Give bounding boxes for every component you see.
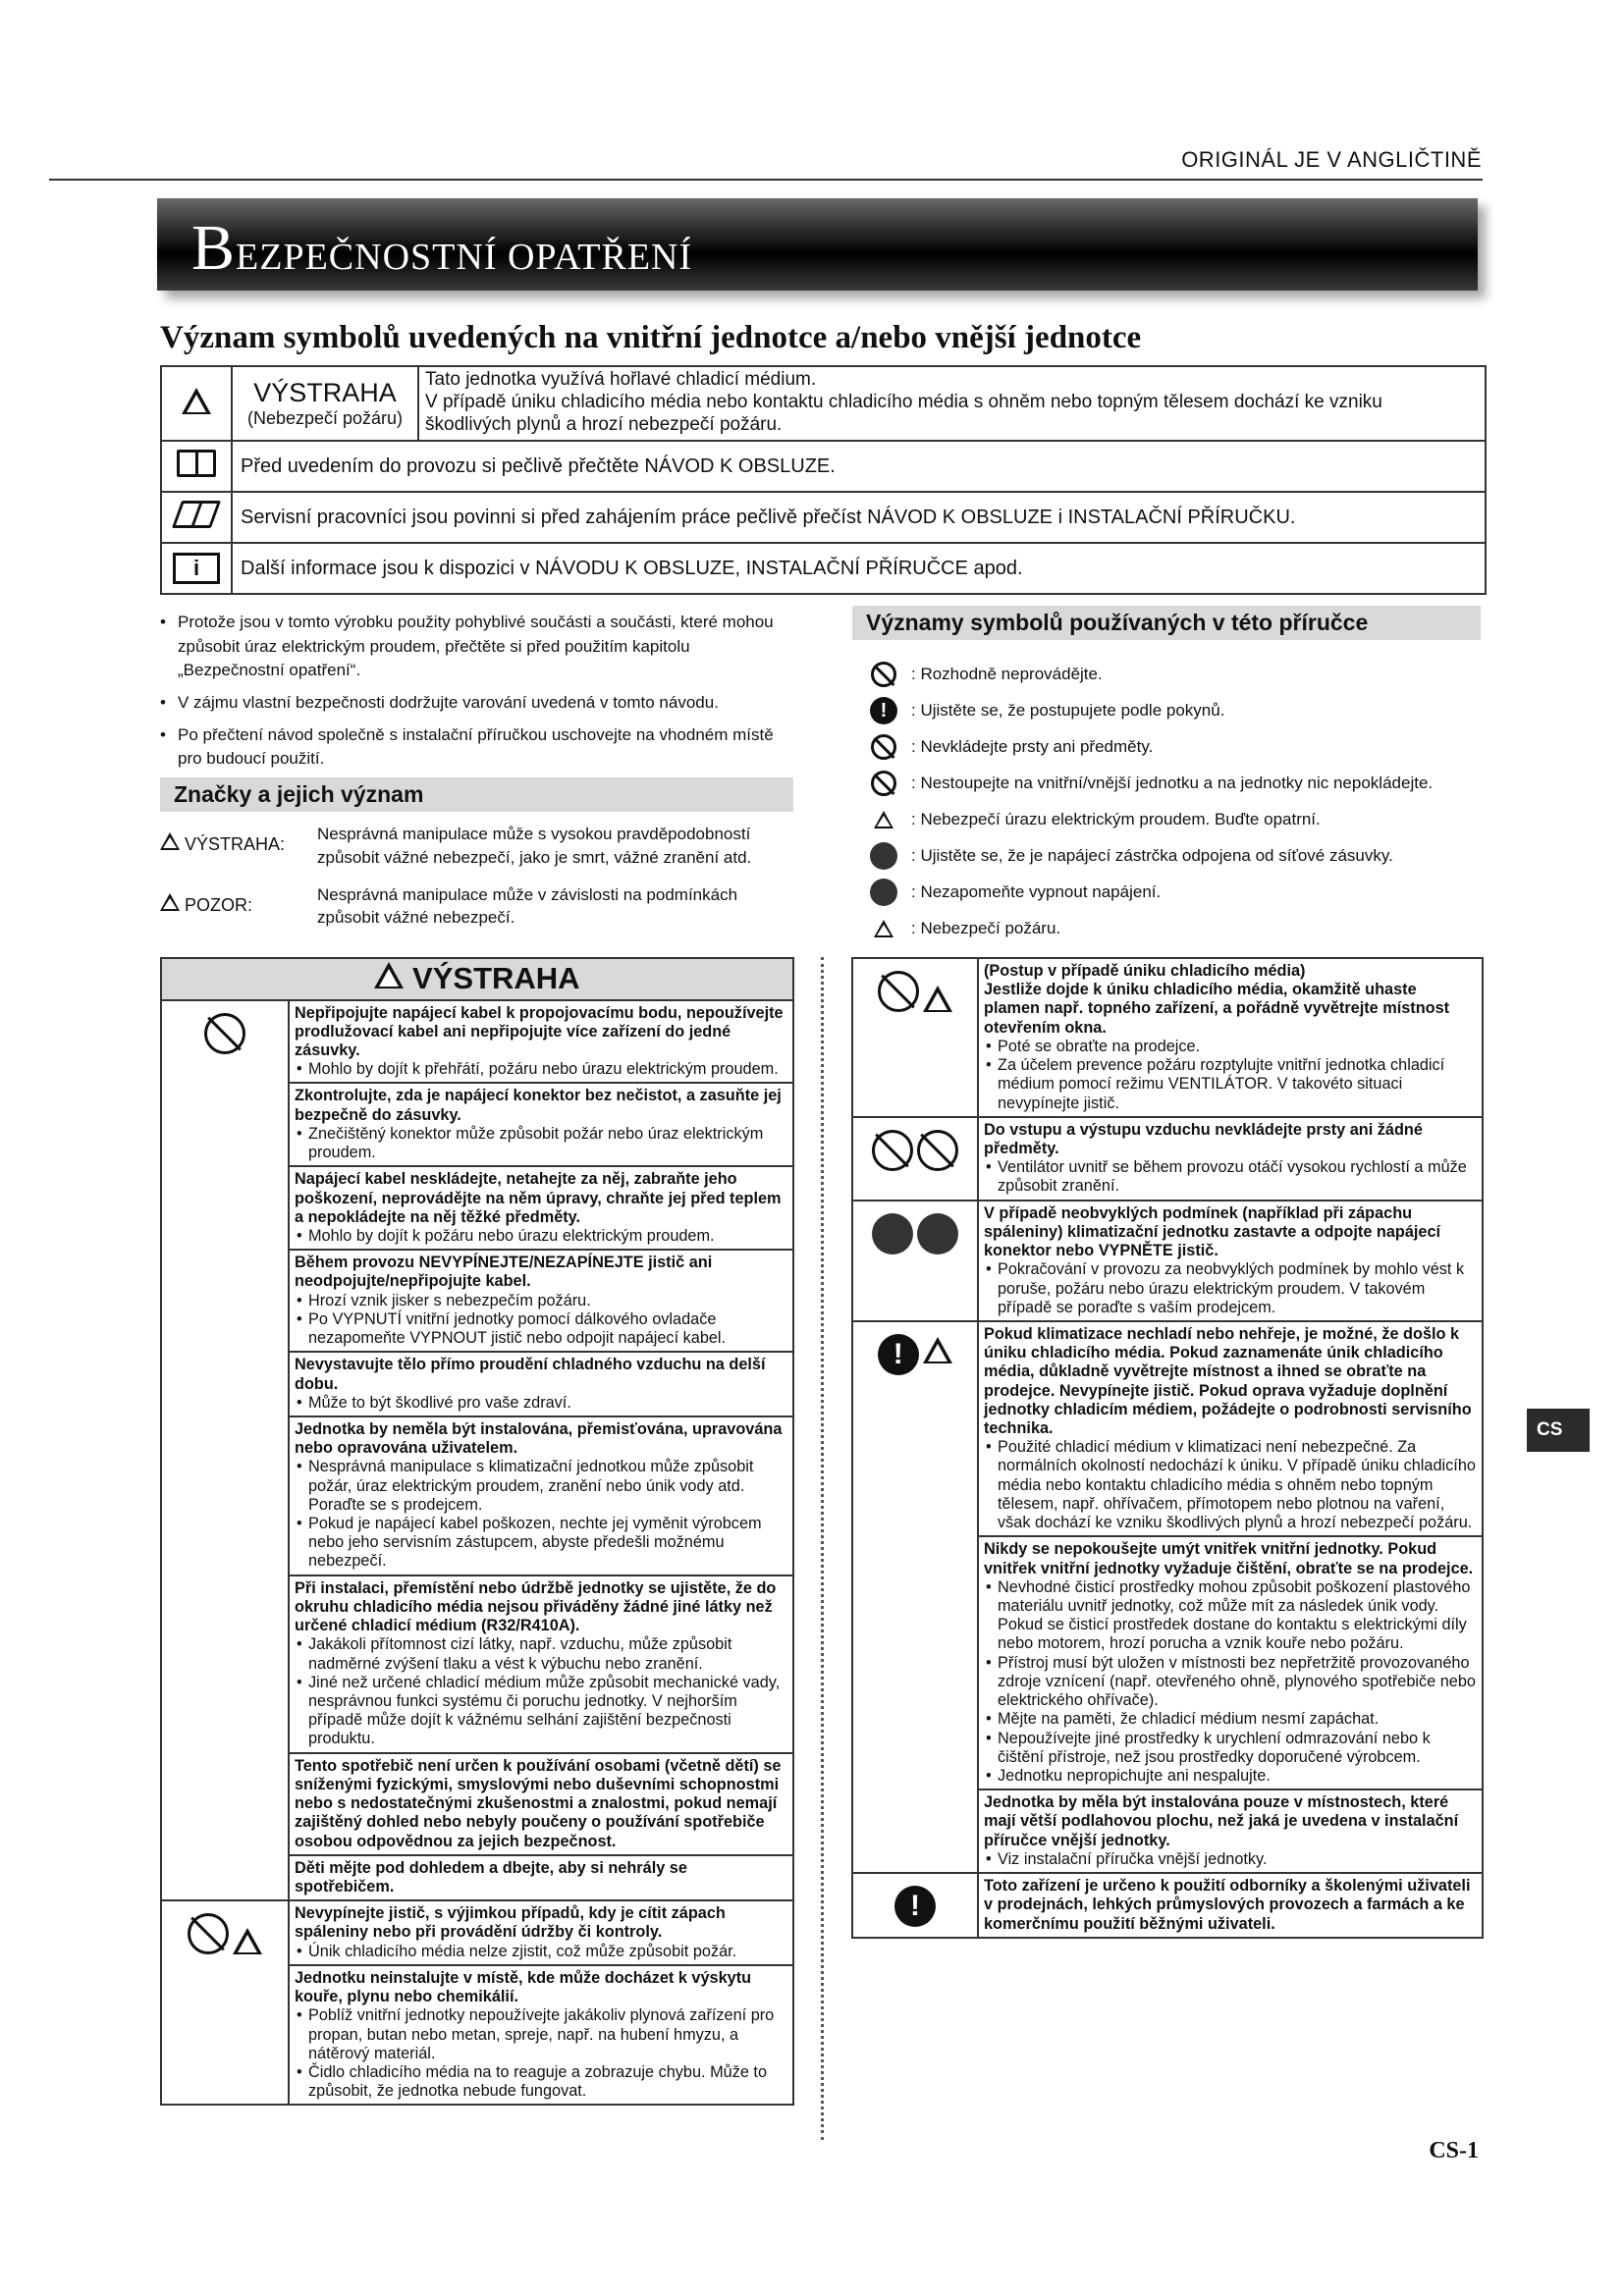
warning-bullet: • Jakákoli přítomnost cizí látky, např. vzduchu, může způsobit nadměrné zvýšení tlaku a vést k výbuchu nebo zranění.: [295, 1635, 787, 1673]
warning-statement: Zkontrolujte, zda je napájecí konektor bez nečistot, a zasuňte jej bezpečně do zásuvky.: [295, 1087, 782, 1124]
warning-group-1: [289, 1000, 793, 1901]
warning-bullet: • Pokud je napájecí kabel poškozen, nechte jej vyměnit výrobcem nebo jeho servisním zástupcem, abyste předešli možnému nebezpečí.: [295, 1515, 787, 1572]
intro-bullet: • Protože jsou v tomto výrobku použity pohyblivé součásti a součásti, které mohou způsobit úraz elektrickým proudem, přečtěte si před použitím kapitolu „Bezpečnostní opatření“.: [160, 611, 798, 683]
warning-label: VÝSTRAHA: [253, 378, 397, 408]
title-initial: B: [191, 212, 237, 284]
prohibition-fire-cell: [852, 958, 978, 1117]
right-block-leak: [978, 958, 1483, 1117]
prohibition-icon: [871, 662, 896, 687]
symbol-meaning-row: : Nezapomeňte vypnout napájení.: [864, 874, 1492, 910]
warning-statement: Děti mějte pod dohledem a dbejte, aby si nehrály se spotřebičem.: [295, 1858, 687, 1896]
warning-line: Tato jednotka využívá hořlavé chladicí médium.: [425, 369, 817, 390]
warning-bullet: • Znečištěný konektor může způsobit požár nebo úraz elektrickým proudem.: [295, 1125, 787, 1162]
right-block-professional: [978, 1873, 1483, 1938]
warning-block: [290, 1901, 792, 1966]
warning-statement: Jestliže dojde k úniku chladicího média, okamžitě uhaste plamen např. topného zařízení, a pořádně vyvětrejte místnost otevřením okna.: [984, 981, 1450, 1037]
warning-bullet: • Poblíž vnitřní jednotky nepoužívejte jakákoliv plynová zařízení pro propan, butan nebo metan, spreje, např. na hubení hmyzu, a nátěrový materiál.: [295, 2006, 787, 2063]
warning-block: [979, 1537, 1482, 1790]
symbol-meaning-row: : Nebezpečí požáru.: [864, 910, 1492, 946]
warning-block: [290, 1353, 792, 1417]
prohibition-icon: [204, 1013, 245, 1054]
warning-statement: Jednotka by měla být instalována pouze v místnostech, které mají větší podlahovou plochu, než jaká je uvedena v instalační příručce vnější jednotky.: [984, 1793, 1459, 1849]
warning-bullet: • Může to být škodlivé pro vaše zdraví.: [295, 1394, 787, 1413]
warning-block: [979, 1874, 1482, 1937]
symbols-heading: Význam symbolů uvedených na vnitřní jednotce a/nebo vnější jednotce: [160, 320, 1142, 355]
warning-bullet: • Za účelem prevence požáru rozptylujte vnitřní jednotka chladicí médium pomocí režimu VENTILÁTOR. V takovéto situaci nevypínejte jistič.: [984, 1056, 1477, 1113]
warning-statement: Napájecí kabel neskládejte, netahejte za něj, zabraňte jeho poškození, neprovádějte na něm úpravy, chraňte jej před teplem a nepokládejte na něj těžké předměty.: [295, 1170, 782, 1226]
manual-cell: [161, 441, 232, 492]
mandatory-fire-cell: [852, 1321, 978, 1873]
marks-list: [160, 823, 798, 943]
warning-group-2: [289, 1900, 793, 2105]
intro-bullet: • Po přečtení návod společně s instalační příručkou uschovejte na vhodném místě pro budoucí použití.: [160, 723, 798, 772]
warning-bullet: • Mohlo by dojít k požáru nebo úrazu elektrickým proudem.: [295, 1227, 787, 1246]
warning-bullet: • Poté se obraťte na prodejce.: [984, 1038, 1477, 1056]
mandatory-icon: !: [870, 697, 897, 724]
mandatory-icon: !: [894, 1886, 936, 1927]
warning-bullet: • Jiné než určené chladicí médium může způsobit mechanické vady, nesprávnou funkci systému či poruchu jednotky. V nejhorším případě může dojít k vážnému selhání zajištění bezpečnosti produktu.: [295, 1674, 787, 1749]
symbol-meaning-row: : Rozhodně neprovádějte.: [864, 656, 1492, 692]
info-cell: [161, 543, 232, 594]
warning-icon: [374, 962, 404, 988]
warning-table-right: [851, 957, 1484, 1939]
symbols-table: [160, 365, 1487, 595]
symbol-meaning-row: : Ujistěte se, že je napájecí zástrčka odpojena od síťové zásuvky.: [864, 837, 1492, 874]
warning-bullet: • Nevhodné čisticí prostředky mohou způsobit poškození plastového materiálu uvnitř jednotky, což může mít za následek únik vody. Pokud se čisticí prostředek dostane do kontaktu s elektrickými díly nebo motorem, hrozí porucha a vznik kouře nebo požáru.: [984, 1578, 1477, 1654]
warning-block: [290, 1576, 792, 1754]
prohibition-icon: [878, 971, 919, 1012]
warning-bullet: • Mohlo by dojít k přehřátí, požáru nebo úrazu elektrickým proudem.: [295, 1060, 787, 1079]
warning-statement: V případě neobvyklých podmínek (například při zápachu spáleniny) klimatizační jednotku zastavte a odpojte napájecí konektor nebo VYPNĚTE jistič.: [984, 1203, 1441, 1260]
warning-bullet: • Po VYPNUTÍ vnitřní jednotky pomocí dálkového ovladače nezapomeňte VYPNOUT jistič nebo odpojit napájecí kabel.: [295, 1310, 787, 1348]
warning-bullet: • Čidlo chladicího média na to reaguje a zobrazuje chybu. Může to způsobit, že jednotka nebude fungovat.: [295, 2063, 787, 2101]
warning-statement: Nevystavujte tělo přímo proudění chladného vzduchu na delší dobu.: [295, 1356, 766, 1393]
electric-shock-icon: [874, 811, 893, 828]
warning-bullet: • Pokračování v provozu za neobvyklých podmínek by mohlo vést k poruše, požáru nebo úrazu elektrickým proudem. V takovém případě se poraďte s vaším prodejcem.: [984, 1260, 1477, 1317]
right-block-cooling: [978, 1321, 1483, 1873]
manual-book-icon: [177, 450, 216, 477]
warning-line: škodlivých plynů a hrozí nebezpečí požáru.: [425, 413, 783, 435]
warning-bullet: • Ventilátor uvnitř se během provozu otáčí vysokou rychlostí a může způsobit zranění.: [984, 1158, 1477, 1196]
symbol-meanings-list: [864, 656, 1492, 946]
prohibition-fire-cell: [161, 1900, 289, 2105]
warning-block: [979, 959, 1482, 1116]
warning-statement: Nikdy se nepokoušejte umýt vnitřek vnitřní jednotky. Pokud vnitřek vnitřní jednotky vyžaduje čištění, obraťte se na prodejce.: [984, 1540, 1474, 1577]
fire-warning-cell: [161, 366, 232, 441]
service-manual-icon: [172, 501, 221, 528]
fire-hazard-icon: [233, 1928, 262, 1954]
unplug-cell: [852, 1201, 978, 1321]
intro-bullet: • V zájmu vlastní bezpečnosti dodržujte varování uvedená v tomto návodu.: [160, 691, 798, 716]
power-off-icon: [917, 1213, 958, 1255]
warning-statement: Tento spotřebič není určen k používání osobami (včetně dětí) se sníženými fyzickými, smyslovými nebo duševními schopnostmi nebo s nedostatečnými zkušenostmi a znalostmi, pokud nemají zajištěný dohled nebo nebyly poučeny o používání spotřebiče osobou odpovědnou za jejich bezpečnost.: [295, 1756, 782, 1850]
intro-bullets: [160, 611, 798, 779]
warning-text: [419, 367, 1388, 440]
right-block-abnormal: [978, 1201, 1483, 1321]
symbol-meaning-row: ! : Ujistěte se, že postupujete podle pokynů.: [864, 692, 1492, 728]
language-tab: CS: [1527, 1409, 1590, 1452]
unplug-icon: [870, 842, 897, 870]
warning-statement: (Postup v případě úniku chladicího média): [984, 962, 1306, 980]
warning-bullet: • Hrozí vznik jisker s nebezpečím požáru.: [295, 1292, 787, 1310]
no-fingers-icon: [917, 1130, 958, 1171]
fire-warning-icon: [182, 388, 211, 414]
prohibition-icon: [188, 1913, 229, 1954]
symbol-meaning-row: : Nevkládejte prsty ani předměty.: [864, 728, 1492, 765]
unplug-icon: [872, 1213, 913, 1255]
warning-block: [290, 1966, 792, 2105]
power-off-icon: [870, 879, 897, 906]
marks-heading: Značky a jejich význam: [160, 777, 793, 812]
mark-text: Nesprávná manipulace může s vysokou pravděpodobností způsobit vážné nebezpečí, jako je smrt, vážné zranění atd.: [317, 825, 752, 867]
caution-icon: [160, 893, 180, 911]
warning-table-left: [160, 957, 794, 2106]
warning-bullet: • Viz instalační příručka vnější jednotky.: [984, 1850, 1477, 1869]
warning-block: [979, 1118, 1482, 1200]
warning-bullet: • Použité chladicí médium v klimatizaci není nebezpečné. Za normálních okolností nedochází k úniku. V případě úniku chladicího média nebo kontaktu chladicího média s ohněm nebo topným tělesem, např. ohřívačem, přímotopem nebo plotnou na vaření, však dochází ke vzniku škodlivých plynů a hrozí nebezpečí požáru.: [984, 1438, 1477, 1532]
symbol-row-text: Před uvedením do provozu si pečlivě přečtěte NÁVOD K OBSLUZE.: [232, 441, 1486, 492]
warning-icon: [160, 832, 180, 850]
page-number: CS-1: [1429, 2138, 1479, 2163]
prohibition-cell: [161, 1000, 289, 1901]
mark-label-caution: POZOR:: [160, 883, 317, 931]
warning-statement: Během provozu NEVYPÍNEJTE/NEZAPÍNEJTE jistič ani neodpojujte/nepřipojujte kabel.: [295, 1254, 713, 1291]
mandatory-cell: [852, 1873, 978, 1938]
warning-statement: Toto zařízení je určeno k použití odborníky a školenými uživateli v prodejnách, lehkých průmyslových provozech a farmách a ke komerčnímu použití běžnými uživateli.: [984, 1877, 1471, 1933]
warning-statement: Do vstupu a výstupu vzduchu nevkládejte prsty ani žádné předměty.: [984, 1120, 1423, 1157]
warning-block: [290, 1167, 792, 1251]
warning-statement: Při instalaci, přemístění nebo údržbě jednotky se ujistěte, že do okruhu chladicího média nejsou přiváděny žádné jiné látky než určené chladicí médium (R32/R410A).: [295, 1578, 777, 1635]
page-title: [191, 211, 692, 286]
warning-label-box: [233, 367, 419, 440]
warning-bullet: • Jednotku nepropichujte ani nespalujte.: [984, 1767, 1477, 1786]
warning-statement: Jednotku neinstalujte v místě, kde může docházet k výskytu kouře, plynu nebo chemikálií.: [295, 1968, 752, 2006]
warning-bullet: • Mějte na paměti, že chladicí médium nesmí zapáchat.: [984, 1710, 1477, 1729]
symbol-meanings-heading: Významy symbolů používaných v této příručce: [852, 606, 1481, 640]
right-block-fingers: [978, 1117, 1483, 1201]
warning-bullet: • Nepoužívejte jiné prostředky k urychlení odmrazování nebo k čištění přístroje, než jsou prostředky doporučené výrobcem.: [984, 1730, 1477, 1767]
no-fingers-cell: [852, 1117, 978, 1201]
fire-hazard-icon: [923, 986, 952, 1012]
no-step-icon: [871, 771, 896, 796]
mandatory-icon: !: [878, 1334, 919, 1375]
service-manual-cell: [161, 492, 232, 543]
warning-block: [979, 1790, 1482, 1872]
title-rest: EZPEČNOSTNÍ OPATŘENÍ: [236, 237, 693, 278]
warning-block: [290, 1417, 792, 1576]
no-fingers-icon: [871, 734, 896, 760]
warning-block: [979, 1322, 1482, 1537]
warning-line: V případě úniku chladicího média nebo kontaktu chladicího média s ohněm nebo topným tělesem dochází ke vzniku: [425, 391, 1382, 412]
prohibition-icon: [872, 1130, 913, 1171]
mark-row: [160, 823, 798, 870]
header-rule: [49, 179, 1483, 181]
warning-statement: Nevypínejte jistič, s výjimkou případů, kdy je cítit zápach spáleniny nebo při provádění údržby či kontroly.: [295, 1904, 726, 1942]
original-language-note: ORIGINÁL JE V ANGLIČTINĚ: [1181, 147, 1482, 172]
symbol-row-text: Servisní pracovníci jsou povinni si před zahájením práce pečlivě přečíst NÁVOD K OBSLUZE i INSTALAČNÍ PŘÍRUČKU.: [232, 492, 1486, 543]
warning-statement: Pokud klimatizace nechladí nebo nehřeje, je možné, že došlo k úniku chladicího média. Pokud zaznamenáte únik chladicího média, důkladně vyvětrejte místnost a ihned se obraťte na prodejce. Nevypínejte jistič. Pokud oprava vyžaduje doplnění jednotky chladicím médiem, požádejte o podrobnosti servisního technika.: [984, 1324, 1472, 1438]
mark-label-warning: VÝSTRAHA:: [160, 823, 317, 870]
mark-row: [160, 883, 798, 931]
fire-hazard-icon: [923, 1337, 952, 1363]
warning-statement: Nepřipojujte napájecí kabel k propojovacímu bodu, nepoužívejte prodlužovací kabel ani nepřipojujte více zařízení do jedné zásuvky.: [295, 1003, 784, 1060]
fire-hazard-icon: [874, 920, 893, 937]
warning-bullet: • Přístroj musí být uložen v místnosti bez nepřetržitě provozovaného zdroje vznícení (např. otevřeného ohně, plynového spotřebiče nebo elektrického ohřívače).: [984, 1654, 1477, 1711]
warning-bullet: • Nesprávná manipulace s klimatizační jednotkou může způsobit požár, úraz elektrickým proudem, zranění nebo únik vody atd. Poraďte se s prodejcem.: [295, 1458, 787, 1515]
warning-block: [290, 1084, 792, 1167]
symbol-meaning-row: : Nebezpečí úrazu elektrickým proudem. Buďte opatrní.: [864, 801, 1492, 837]
warning-block: [979, 1201, 1482, 1320]
warning-block: [290, 1856, 792, 1899]
warning-block: [290, 1754, 792, 1856]
column-divider: [821, 957, 824, 2140]
warning-block: [290, 1251, 792, 1353]
info-icon: i: [173, 553, 220, 584]
warning-table-heading: VÝSTRAHA: [161, 958, 793, 1000]
warning-block: [290, 1001, 792, 1085]
mark-text: Nesprávná manipulace může v závislosti na podmínkách způsobit vážné nebezpečí.: [317, 884, 738, 928]
warning-bullet: • Únik chladicího média nelze zjistit, což může způsobit požár.: [295, 1943, 787, 1961]
warning-sub: (Nebezpečí požáru): [246, 408, 404, 429]
symbol-row-text: Další informace jsou k dispozici v NÁVODU K OBSLUZE, INSTALAČNÍ PŘÍRUČCE apod.: [232, 543, 1486, 594]
symbol-meaning-row: : Nestoupejte na vnitřní/vnější jednotku a na jednotky nic nepokládejte.: [864, 765, 1492, 801]
warning-statement: Jednotka by neměla být instalována, přemisťována, upravována nebo opravována uživatelem.: [295, 1419, 783, 1458]
